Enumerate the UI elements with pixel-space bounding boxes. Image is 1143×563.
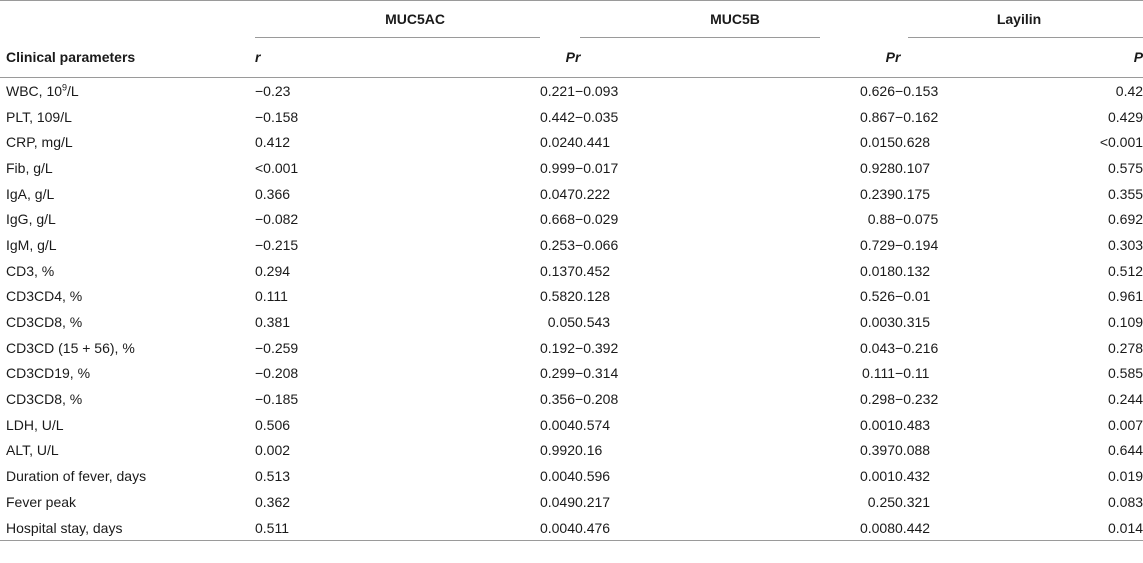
muc5b-p-cell: 0.001 (859, 468, 896, 485)
table-row (0, 155, 1143, 181)
muc5ac-r-cell: −0.185 (255, 391, 299, 408)
layilin-r-cell: 0.107 (895, 159, 931, 176)
group-header-muc5b: MUC5B (575, 1, 895, 38)
muc5ac-p-cell: 0.024 (539, 134, 576, 151)
muc5b-r-cell: 0.596 (575, 468, 611, 485)
table-row (0, 515, 1143, 541)
parameter-label: CD3CD4, % (6, 288, 83, 305)
parameter-cell (0, 386, 255, 412)
layilin-p-cell: 0.512 (1107, 262, 1143, 279)
parameter-cell (0, 258, 255, 284)
muc5b-p-cell: 0.526 (859, 288, 896, 305)
layilin-r-cell: 0.321 (895, 493, 931, 510)
muc5ac-p-cell: 0.192 (539, 339, 576, 356)
muc5ac-r-cell: 0.511 (255, 515, 420, 541)
muc5b-r-cell: −0.314 (575, 365, 619, 382)
parameter-label: CRP, mg/L (6, 134, 73, 151)
muc5ac-p-cell: 0.253 (539, 236, 576, 253)
layilin-p-cell: 0.303 (1107, 236, 1143, 253)
parameter-label: IgA, g/L (6, 185, 55, 202)
muc5ac-p-cell: 0.047 (539, 185, 576, 202)
parameter-cell (0, 129, 255, 155)
parameter-cell (0, 335, 255, 361)
muc5b-p-cell: 0.043 (859, 339, 896, 356)
layilin-p-cell: 0.355 (1107, 185, 1143, 202)
muc5b-p-cell: 0.397 (859, 442, 896, 459)
muc5b-r-cell: −0.017 (575, 159, 619, 176)
muc5ac-p-cell: 0.05 (547, 314, 576, 331)
layilin-underline (908, 37, 1143, 38)
parameter-cell (0, 412, 255, 438)
muc5ac-p-cell: 0.442 (539, 108, 576, 125)
muc5b-p-cell: 0.008 (740, 515, 895, 541)
table-row (0, 104, 1143, 130)
layilin-r-cell: −0.194 (895, 236, 939, 253)
muc5ac-p-cell: 0.992 (539, 442, 576, 459)
muc5b-r-cell: −0.392 (575, 339, 619, 356)
muc5b-p-cell: 0.015 (859, 134, 896, 151)
muc5ac-p-header: P (420, 37, 575, 78)
muc5ac-r-cell: 0.513 (255, 468, 291, 485)
layilin-r-cell: −0.11 (895, 365, 930, 382)
layilin-r-cell: 0.432 (895, 468, 931, 485)
layilin-r-cell: 0.088 (895, 442, 931, 459)
layilin-r-cell: −0.075 (895, 211, 939, 228)
layilin-p-cell: 0.019 (1107, 468, 1143, 485)
muc5b-r-cell: 0.217 (575, 493, 611, 510)
muc5ac-r-cell: −0.23 (255, 82, 291, 99)
table-row (0, 412, 1143, 438)
muc5ac-r-cell: −0.208 (255, 365, 299, 382)
table-row (0, 232, 1143, 258)
parameter-cell (0, 155, 255, 181)
layilin-r-cell: 0.175 (895, 185, 931, 202)
muc5ac-p-cell: 0.137 (539, 262, 576, 279)
muc5b-p-cell: 0.729 (859, 236, 896, 253)
parameter-cell (0, 489, 255, 515)
layilin-p-cell: 0.42 (1115, 82, 1143, 99)
muc5b-p-cell: 0.88 (867, 211, 896, 228)
muc5b-r-cell: 0.16 (575, 442, 603, 459)
muc5b-r-cell: 0.476 (575, 515, 740, 541)
table-row (0, 129, 1143, 155)
layilin-r-cell: 0.442 (895, 515, 990, 541)
muc5b-p-cell: 0.111 (862, 365, 896, 382)
muc5b-p-cell: 0.018 (859, 262, 896, 279)
parameter-cell (0, 181, 255, 207)
table-row (0, 206, 1143, 232)
muc5ac-p-cell: 0.668 (539, 211, 576, 228)
group-header-muc5ac: MUC5AC (255, 1, 575, 38)
group-header-row (0, 1, 1143, 38)
muc5b-p-cell: 0.867 (859, 108, 896, 125)
muc5b-p-cell: 0.239 (859, 185, 896, 202)
parameter-label: Duration of fever, days (6, 468, 147, 485)
muc5ac-p-cell: 0.999 (539, 159, 576, 176)
table-row (0, 309, 1143, 335)
parameter-label: PLT, 109/L (6, 108, 72, 125)
muc5ac-p-cell: 0.299 (539, 365, 576, 382)
layilin-r-cell: −0.162 (895, 108, 939, 125)
table-row (0, 335, 1143, 361)
muc5b-p-cell: 0.25 (867, 493, 896, 510)
layilin-p-cell: 0.585 (1107, 365, 1143, 382)
layilin-r-cell: 0.315 (895, 314, 931, 331)
muc5b-p-cell: 0.001 (859, 416, 896, 433)
muc5b-p-cell: 0.003 (859, 314, 896, 331)
muc5ac-underline (255, 37, 540, 38)
parameter-label: CD3, % (6, 262, 55, 279)
muc5b-r-cell: 0.543 (575, 314, 611, 331)
muc5b-r-cell: 0.128 (575, 288, 611, 305)
table-row (0, 78, 1143, 104)
layilin-p-cell: 0.644 (1107, 442, 1143, 459)
layilin-p-cell: 0.007 (1107, 416, 1143, 433)
parameter-label: CD3CD (15 + 56), % (6, 339, 135, 356)
layilin-p-cell: 0.575 (1107, 159, 1143, 176)
muc5b-r-cell: 0.441 (575, 134, 611, 151)
layilin-r-cell: −0.153 (895, 82, 939, 99)
muc5ac-r-cell: 0.002 (255, 442, 291, 459)
parameter-cell (0, 78, 255, 104)
layilin-r-cell: −0.216 (895, 339, 939, 356)
muc5b-r-cell: −0.208 (575, 391, 619, 408)
muc5ac-r-cell: −0.082 (255, 211, 299, 228)
muc5ac-p-cell: 0.004 (539, 416, 576, 433)
muc5ac-r-cell: 0.506 (255, 416, 291, 433)
parameter-label: WBC, 10 (6, 82, 63, 99)
parameter-cell (0, 206, 255, 232)
parameter-label: Hospital stay, days (6, 519, 123, 536)
layilin-p-cell: 0.278 (1107, 339, 1143, 356)
muc5b-r-cell: −0.029 (575, 211, 619, 228)
muc5ac-p-cell: 0.582 (539, 288, 576, 305)
muc5b-r-header: r (575, 37, 740, 78)
layilin-r-cell: 0.132 (895, 262, 931, 279)
parameter-suffix: /L (67, 82, 79, 99)
parameter-cell (0, 361, 255, 387)
muc5ac-r-cell: 0.294 (255, 262, 291, 279)
muc5ac-r-cell: 0.381 (255, 314, 291, 331)
parameter-label: Fever peak (6, 493, 77, 510)
layilin-p-cell: 0.109 (1107, 314, 1143, 331)
muc5ac-r-cell: 0.362 (255, 493, 291, 510)
group-header-layilin: Layilin (895, 1, 1143, 38)
muc5ac-r-header: r (255, 37, 420, 78)
muc5b-p-cell: 0.928 (859, 159, 896, 176)
parameter-cell (0, 284, 255, 310)
layilin-r-header: r (895, 37, 990, 78)
muc5ac-p-cell: 0.221 (539, 82, 576, 99)
parameter-label: LDH, U/L (6, 416, 64, 433)
muc5b-r-cell: 0.222 (575, 185, 611, 202)
muc5b-r-cell: 0.574 (575, 416, 611, 433)
table-row (0, 258, 1143, 284)
layilin-r-cell: 0.483 (895, 416, 931, 433)
parameter-cell (0, 463, 255, 489)
muc5ac-r-cell: −0.259 (255, 339, 299, 356)
layilin-r-cell: 0.628 (895, 134, 931, 151)
muc5ac-p-cell: 0.049 (539, 493, 576, 510)
clinical-parameters-header: Clinical parameters (0, 37, 255, 78)
parameter-cell (0, 515, 255, 541)
layilin-p-cell: 0.014 (990, 515, 1143, 541)
parameter-label: ALT, U/L (6, 442, 59, 459)
muc5ac-p-cell: 0.004 (420, 515, 575, 541)
muc5ac-p-cell: 0.356 (539, 391, 576, 408)
muc5b-r-cell: 0.452 (575, 262, 611, 279)
layilin-p-cell: 0.961 (1107, 288, 1143, 305)
layilin-p-cell: 0.429 (1107, 108, 1143, 125)
table-body (0, 78, 1143, 541)
parameter-label: CD3CD19, % (6, 365, 91, 382)
muc5ac-r-cell: −0.158 (255, 108, 299, 125)
parameter-cell (0, 438, 255, 464)
parameter-label: CD3CD8, % (6, 314, 83, 331)
layilin-p-cell: 0.244 (1107, 391, 1143, 408)
parameter-label: CD3CD8, % (6, 391, 83, 408)
muc5b-p-cell: 0.298 (859, 391, 896, 408)
parameter-label: IgG, g/L (6, 211, 56, 228)
parameter-label: Fib, g/L (6, 159, 53, 176)
muc5b-r-cell: −0.066 (575, 236, 619, 253)
table-row (0, 489, 1143, 515)
parameter-cell (0, 232, 255, 258)
muc5ac-r-cell: 0.412 (255, 134, 291, 151)
muc5b-p-cell: 0.626 (859, 82, 896, 99)
layilin-p-cell: <0.001 (1099, 134, 1143, 151)
table-row (0, 361, 1143, 387)
muc5b-r-cell: −0.035 (575, 108, 619, 125)
muc5ac-r-cell: −0.215 (255, 236, 299, 253)
muc5ac-r-cell: 0.366 (255, 185, 291, 202)
table-row (0, 181, 1143, 207)
parameter-label: IgM, g/L (6, 236, 57, 253)
layilin-r-cell: −0.232 (895, 391, 939, 408)
layilin-p-cell: 0.692 (1107, 211, 1143, 228)
table-row (0, 284, 1143, 310)
table-row (0, 438, 1143, 464)
layilin-p-header: P (990, 37, 1143, 78)
muc5ac-p-cell: 0.004 (539, 468, 576, 485)
parameter-superscript: 9 (62, 82, 68, 93)
muc5b-p-header: P (740, 37, 895, 78)
muc5b-underline (580, 37, 820, 38)
muc5b-r-cell: −0.093 (575, 82, 619, 99)
parameter-cell (0, 104, 255, 130)
parameter-cell (0, 309, 255, 335)
table-row (0, 463, 1143, 489)
sub-header-row (0, 37, 1143, 78)
layilin-r-cell: −0.01 (895, 288, 931, 305)
muc5ac-r-cell: 0.111 (255, 288, 288, 305)
table-row (0, 386, 1143, 412)
layilin-p-cell: 0.083 (1107, 493, 1143, 510)
group-header-spacer (0, 1, 255, 38)
muc5ac-r-cell: <0.001 (255, 159, 299, 176)
